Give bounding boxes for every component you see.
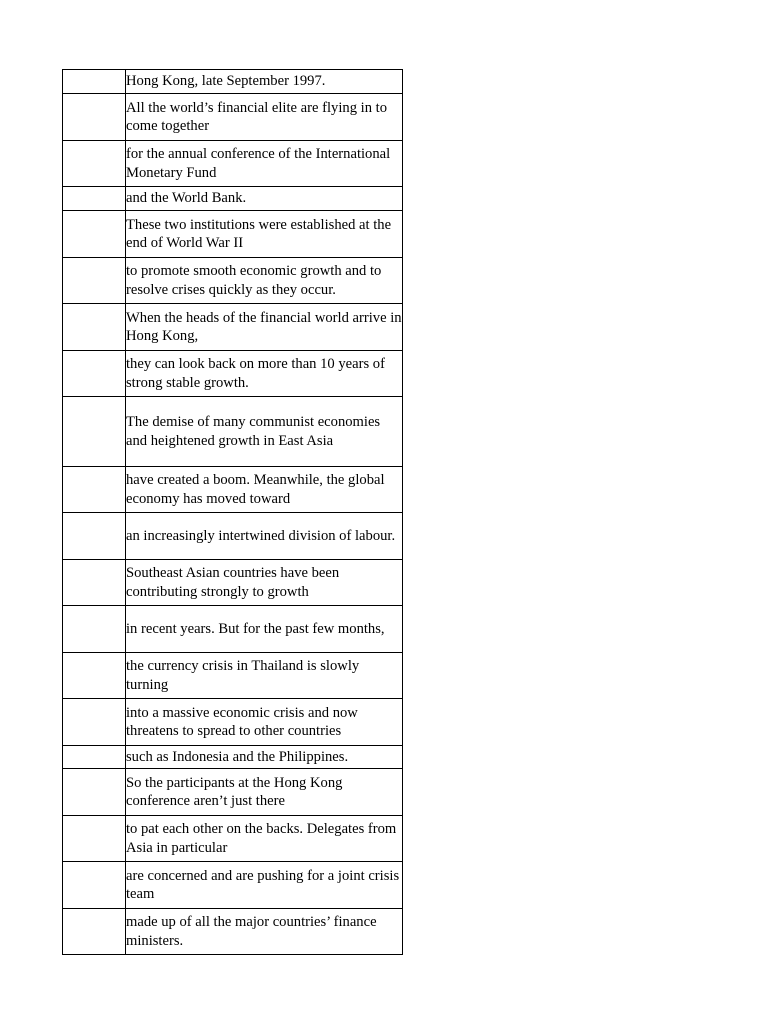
transcript-cell: into a massive economic crisis and now threatens to spread to other countries (126, 699, 403, 746)
transcript-cell: the currency crisis in Thailand is slowly turning (126, 653, 403, 699)
empty-cell (63, 351, 126, 397)
transcript-cell: in recent years. But for the past few months, (126, 606, 403, 653)
table-row (63, 70, 403, 94)
table-row (63, 606, 403, 653)
table-row (63, 141, 403, 187)
transcript-cell: All the world’s financial elite are flying in to come together (126, 94, 403, 141)
transcript-cell: Southeast Asian countries have been contributing strongly to growth (126, 560, 403, 606)
empty-cell (63, 211, 126, 258)
table-row (63, 94, 403, 141)
table-row (63, 513, 403, 560)
table-row (63, 653, 403, 699)
empty-cell (63, 699, 126, 746)
table-row (63, 699, 403, 746)
empty-cell (63, 397, 126, 467)
transcript-cell: to pat each other on the backs. Delegates from Asia in particular (126, 816, 403, 862)
table-row (63, 560, 403, 606)
table-row (63, 304, 403, 351)
transcript-table (62, 69, 403, 955)
empty-cell (63, 258, 126, 304)
table-row (63, 351, 403, 397)
empty-cell (63, 304, 126, 351)
transcript-cell: Hong Kong, late September 1997. (126, 70, 403, 94)
transcript-cell: are concerned and are pushing for a joint crisis team (126, 862, 403, 909)
transcript-cell: for the annual conference of the International Monetary Fund (126, 141, 403, 187)
table-row (63, 816, 403, 862)
transcript-cell: So the participants at the Hong Kong conference aren’t just there (126, 769, 403, 816)
empty-cell (63, 94, 126, 141)
table-row (63, 769, 403, 816)
transcript-cell: and the World Bank. (126, 187, 403, 211)
table-row (63, 211, 403, 258)
empty-cell (63, 513, 126, 560)
table-row (63, 467, 403, 513)
transcript-cell: to promote smooth economic growth and to resolve crises quickly as they occur. (126, 258, 403, 304)
transcript-cell: an increasingly intertwined division of labour. (126, 513, 403, 560)
table-row (63, 746, 403, 769)
empty-cell (63, 187, 126, 211)
empty-cell (63, 467, 126, 513)
empty-cell (63, 653, 126, 699)
transcript-cell: made up of all the major countries’ finance ministers. (126, 909, 403, 955)
table-row (63, 909, 403, 955)
transcript-cell: These two institutions were established at the end of World War II (126, 211, 403, 258)
empty-cell (63, 769, 126, 816)
transcript-cell: have created a boom. Meanwhile, the global economy has moved toward (126, 467, 403, 513)
empty-cell (63, 141, 126, 187)
table-row (63, 862, 403, 909)
transcript-table-body (63, 70, 403, 955)
transcript-cell: When the heads of the financial world arrive in Hong Kong, (126, 304, 403, 351)
empty-cell (63, 862, 126, 909)
empty-cell (63, 746, 126, 769)
empty-cell (63, 816, 126, 862)
table-row (63, 187, 403, 211)
table-row (63, 397, 403, 467)
empty-cell (63, 606, 126, 653)
empty-cell (63, 909, 126, 955)
transcript-cell: The demise of many communist economies and heightened growth in East Asia (126, 397, 403, 467)
empty-cell (63, 70, 126, 94)
transcript-cell: they can look back on more than 10 years of strong stable growth. (126, 351, 403, 397)
transcript-cell: such as Indonesia and the Philippines. (126, 746, 403, 769)
empty-cell (63, 560, 126, 606)
table-row (63, 258, 403, 304)
